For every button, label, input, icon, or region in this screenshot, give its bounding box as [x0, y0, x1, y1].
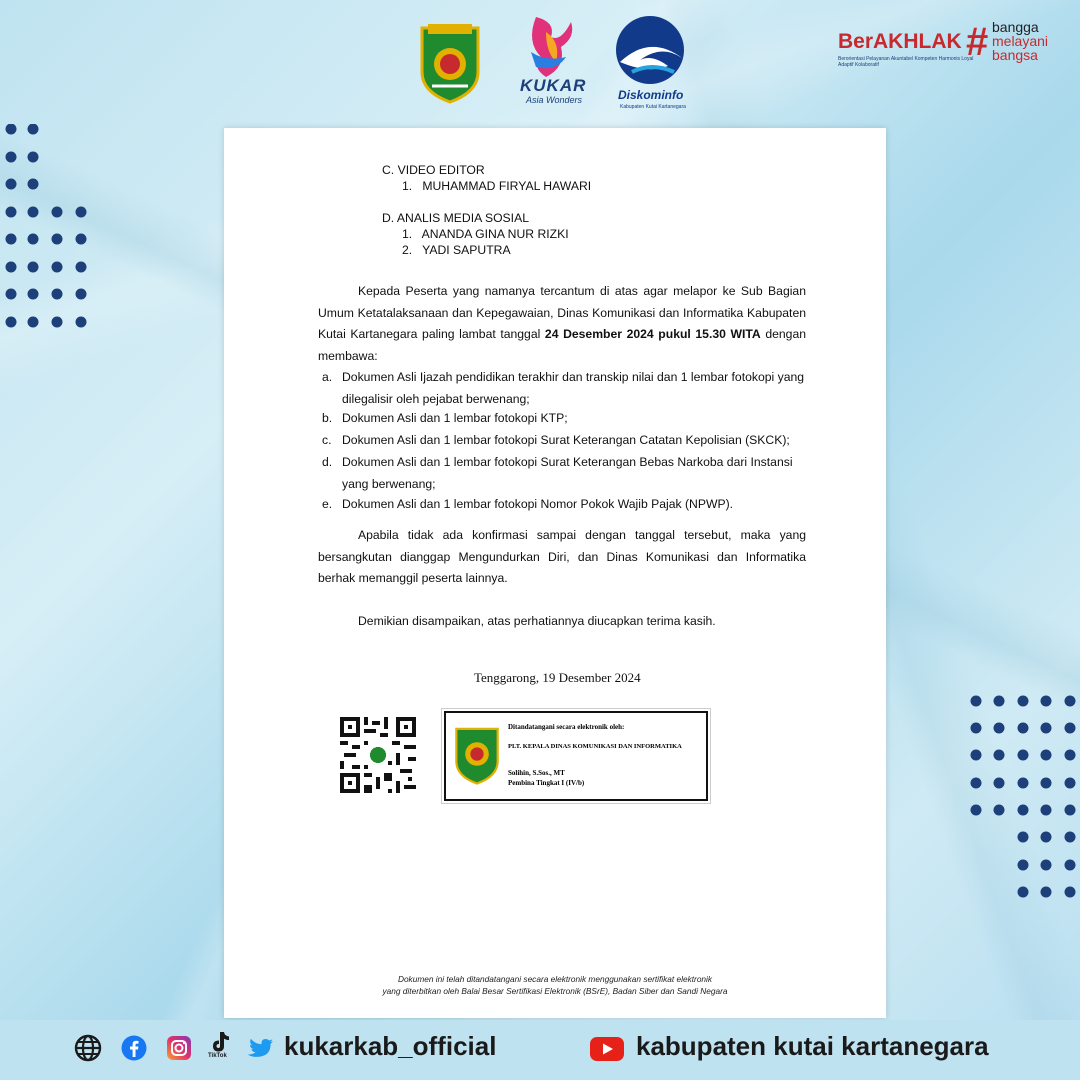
esign-footnote-2: yang diterbitkan oleh Balai Besar Sertifikasi Elektronik (BSrE), Badan Siber dan Sandi Negara	[382, 986, 728, 996]
requirement-text: Dokumen Asli Ijazah pendidikan terakhir dan transkip nilai dan 1 lembar fotokopi yang dilegalisir oleh pejabat berwenang;	[342, 370, 805, 406]
dots-left	[5, 124, 95, 334]
signature-emblem-icon	[452, 723, 502, 785]
signer-position: PLT. KEPALA DINAS KOMUNIKASI DAN INFORMATIKA	[508, 743, 682, 750]
section-c-title: C. VIDEO EDITOR	[382, 163, 485, 177]
requirement-text: Dokumen Asli dan 1 lembar fotokopi Nomor Pokok Wajib Pajak (NPWP).	[342, 497, 734, 511]
section-d-item-1: 1. ANANDA GINA NUR RIZKI	[402, 227, 569, 241]
deadline-bold: 24 Desember 2024 pukul 15.30 WITA	[544, 327, 761, 341]
globe-icon[interactable]	[74, 1034, 102, 1062]
berakhlak-subtitle: Berorientasi Pelayanan Akuntabel Kompeten Harmonis Loyal Adaptif Kolaboratif	[838, 56, 974, 68]
hashtag-icon: #	[966, 20, 989, 64]
section-d-item-2: 2. YADI SAPUTRA	[402, 243, 511, 257]
requirement-key: a.	[322, 370, 333, 384]
bangga-line-2: melayani	[992, 33, 1049, 49]
intro-text-after: dengan membawa:	[318, 327, 806, 363]
requirement-b	[322, 408, 808, 430]
closing-sentence: Demikian disampaikan, atas perhatiannya diucapkan terima kasih.	[358, 614, 716, 628]
youtube-channel-name[interactable]: kabupaten kutai kartanegara	[636, 1031, 989, 1061]
section-d-title: D. ANALIS MEDIA SOSIAL	[382, 211, 529, 225]
requirement-key: b.	[322, 411, 333, 425]
diskominfo-logo	[612, 14, 688, 114]
kukar-wordmark: KUKAR	[520, 76, 587, 95]
confirmation-paragraph: Apabila tidak ada konfirmasi sampai dengan tanggal tersebut, maka yang bersangkutan dianggap Mengundurkan Diri, dan Dinas Komunikasi dan Informatika berhak memanggil peserta lainnya.	[318, 528, 806, 585]
requirement-key: e.	[322, 497, 333, 511]
twitter-icon[interactable]	[246, 1035, 278, 1061]
intro-text-before: Kepada Peserta yang namanya tercantum di atas agar melapor ke Sub Bagian Umum Ketatalaksanaan dan Kepegawaian, Dinas Komunikasi dan Informatika Kabupaten Kutai Kartanegara paling lambat tanggal	[318, 284, 806, 341]
facebook-icon[interactable]	[121, 1035, 147, 1061]
requirement-key: d.	[322, 455, 333, 469]
e-signature-box	[444, 711, 708, 801]
requirement-c	[322, 430, 808, 452]
signed-by-label: Ditandatangani secara elektronik oleh:	[508, 723, 625, 731]
kukar-tagline: Asia Wonders	[526, 95, 583, 105]
diskominfo-wordmark: Diskominfo	[618, 88, 684, 102]
diskominfo-subtitle: Kabupaten Kutai Kartanegara	[620, 104, 686, 110]
social-handle[interactable]: kukarkab_official	[284, 1031, 497, 1061]
requirement-e	[322, 494, 808, 516]
qr-code	[340, 716, 416, 794]
requirement-d	[322, 452, 808, 496]
kukar-asia-wonders-logo	[516, 12, 586, 112]
intro-paragraph	[318, 281, 806, 367]
bangga-line-1: bangga	[992, 19, 1039, 35]
berakhlak-logo	[838, 20, 1074, 76]
emblem-icon	[418, 20, 482, 104]
berakhlak-wordmark: BerAKHLAK	[838, 30, 962, 53]
signer-rank: Pembina Tingkat I (IV/b)	[508, 779, 585, 787]
tiktok-label: TikTok	[208, 1053, 227, 1059]
kukar-emblem-logo	[418, 20, 482, 104]
youtube-icon[interactable]	[590, 1037, 624, 1061]
kukar-flame-icon	[516, 12, 586, 82]
requirement-key: c.	[322, 433, 332, 447]
esign-footnote-1: Dokumen ini telah ditandatangani secara elektronik menggunakan sertifikat elektronik	[397, 974, 713, 984]
requirement-text: Dokumen Asli dan 1 lembar fotokopi Surat Keterangan Catatan Kepolisian (SKCK);	[342, 433, 790, 447]
dots-right	[966, 694, 1080, 900]
place-date: Tenggarong, 19 Desember 2024	[474, 670, 641, 685]
section-c-item-1: 1. MUHAMMAD FIRYAL HAWARI	[402, 179, 592, 193]
letter-page	[224, 128, 886, 1018]
tiktok-icon	[207, 1030, 233, 1054]
instagram-icon[interactable]	[166, 1035, 192, 1061]
tiktok-button[interactable]	[206, 1030, 234, 1064]
requirement-a	[322, 367, 808, 411]
requirement-text: Dokumen Asli dan 1 lembar fotokopi Surat Keterangan Bebas Narkoba dari Instansi yang berwenang;	[342, 455, 793, 491]
signer-name: Solihin, S.Sos., MT	[508, 769, 565, 777]
bangga-line-3: bangsa	[992, 47, 1038, 63]
requirement-text: Dokumen Asli dan 1 lembar fotokopi KTP;	[342, 411, 568, 425]
diskominfo-globe-icon	[612, 14, 688, 86]
